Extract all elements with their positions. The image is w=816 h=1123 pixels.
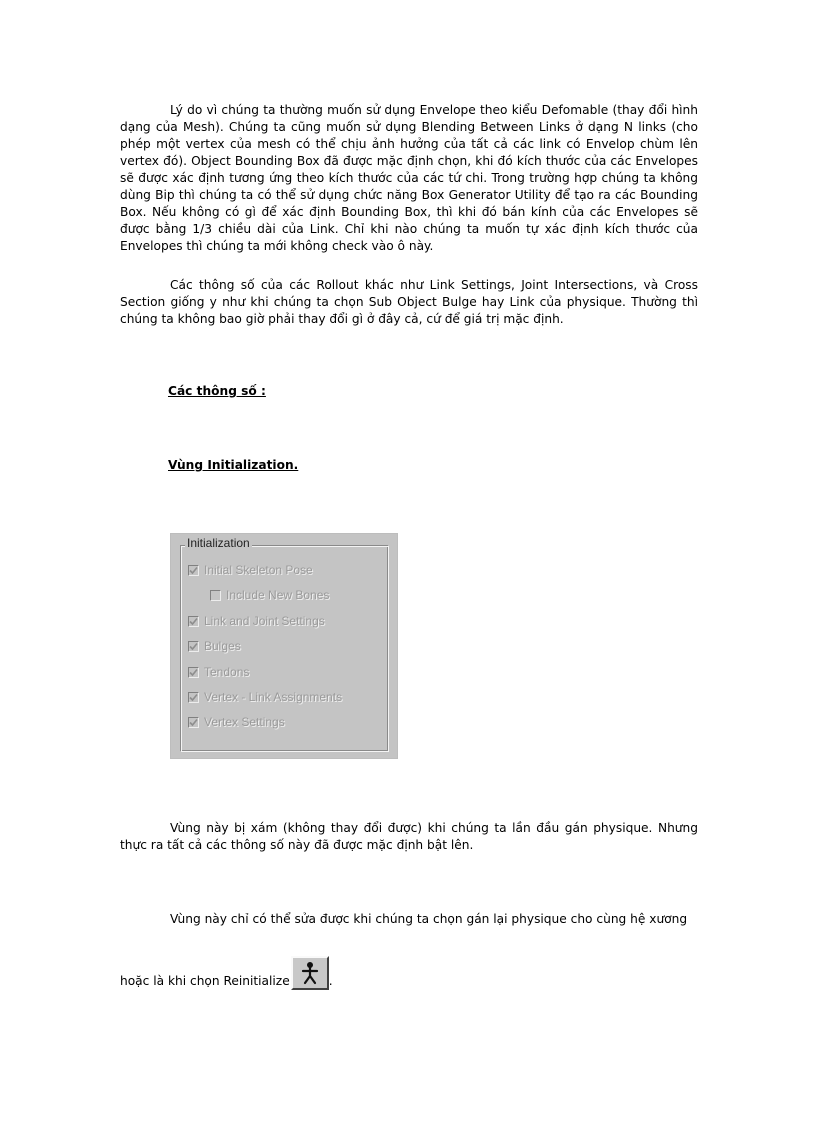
- checkbox-label: Bulges: [204, 639, 241, 653]
- checkbox-label: Vertex Settings: [204, 715, 285, 729]
- heading-parameters: Các thông số :: [168, 384, 266, 398]
- check-icon: [188, 667, 199, 678]
- paragraph-editable-when: Vùng này chỉ có thể sửa được khi chúng ta chọn gán lại physique cho cùng hệ xương: [170, 912, 688, 926]
- paragraph-rollouts: Các thông số của các Rollout khác như Link Settings, Joint Intersections, và Cross Section giống y như khi chúng ta chọn Sub Object Bulge hay Link của physique. Thường thì chúng ta không bao giờ phải thay đổi gì ở đây cả, cứ để giá trị mặc định.: [120, 278, 698, 326]
- checkbox-label: Tendons: [204, 665, 250, 679]
- checkbox-link-and-joint-settings[interactable]: [188, 614, 325, 628]
- figure-icon: [299, 961, 321, 985]
- paragraph-envelope: Lý do vì chúng ta thường muốn sử dụng Envelope theo kiểu Defomable (thay đổi hình dạng của Mesh). Chúng ta cũng muốn sử dụng Blending Between Links ở dạng N links (cho phép một vertex của mesh có thể chịu ảnh hưởng của tất cả các link có Envelop chùm lên vertex đó). Object Bounding Box đã được mặc định chọn, khi đó kích thước của các Envelopes sẽ được xác định tương ứng theo kích thước của các tứ chi. Trong trường hợp chúng ta không dùng Bip thì chúng ta có thể sử dụng chức năng Box Generator Utility để tạo ra các Bounding Box. Nếu không có gì để xác định Bounding Box, thì khi đó bán kính của các Envelopes sẽ được bằng 1/3 chiều dài của Link. Chỉ khi nào chúng ta muốn tự xác định kích thước của Envelopes thì chúng ta mới không check vào ô này.: [120, 103, 698, 253]
- checkbox-label: Include New Bones: [226, 588, 330, 602]
- sentence-period: .: [328, 974, 333, 988]
- check-icon: [188, 717, 199, 728]
- initialization-panel-screenshot: [170, 533, 398, 759]
- heading-initialization-region: Vùng Initialization.: [168, 458, 299, 472]
- checkbox-label: Vertex - Link Assignments: [204, 690, 343, 704]
- paragraph-greyed-region: Vùng này bị xám (không thay đổi được) khi chúng ta lần đầu gán physique. Nhưng thực ra tất cả các thông số này đã được mặc định bật lên.: [120, 821, 698, 852]
- checkbox-vertex-link-assignments[interactable]: [188, 690, 342, 704]
- checkbox-tendons[interactable]: [188, 665, 249, 679]
- checkbox-vertex-settings[interactable]: [188, 715, 285, 729]
- checkbox-include-new-bones[interactable]: [210, 588, 329, 602]
- checkbox-initial-skeleton-pose[interactable]: [188, 563, 313, 577]
- check-icon: [188, 692, 199, 703]
- reinitialize-text: hoặc là khi chọn Reinitialize: [120, 974, 290, 988]
- reinitialize-line: [120, 956, 333, 990]
- empty-checkbox-icon: [210, 590, 221, 601]
- check-icon: [188, 565, 199, 576]
- checkbox-bulges[interactable]: [188, 639, 241, 653]
- check-icon: [188, 616, 199, 627]
- groupbox-title: Initialization: [187, 536, 250, 550]
- checkbox-label: Initial Skeleton Pose: [204, 563, 313, 577]
- check-icon: [188, 641, 199, 652]
- reinitialize-button[interactable]: [291, 956, 329, 990]
- checkbox-label: Link and Joint Settings: [204, 614, 325, 628]
